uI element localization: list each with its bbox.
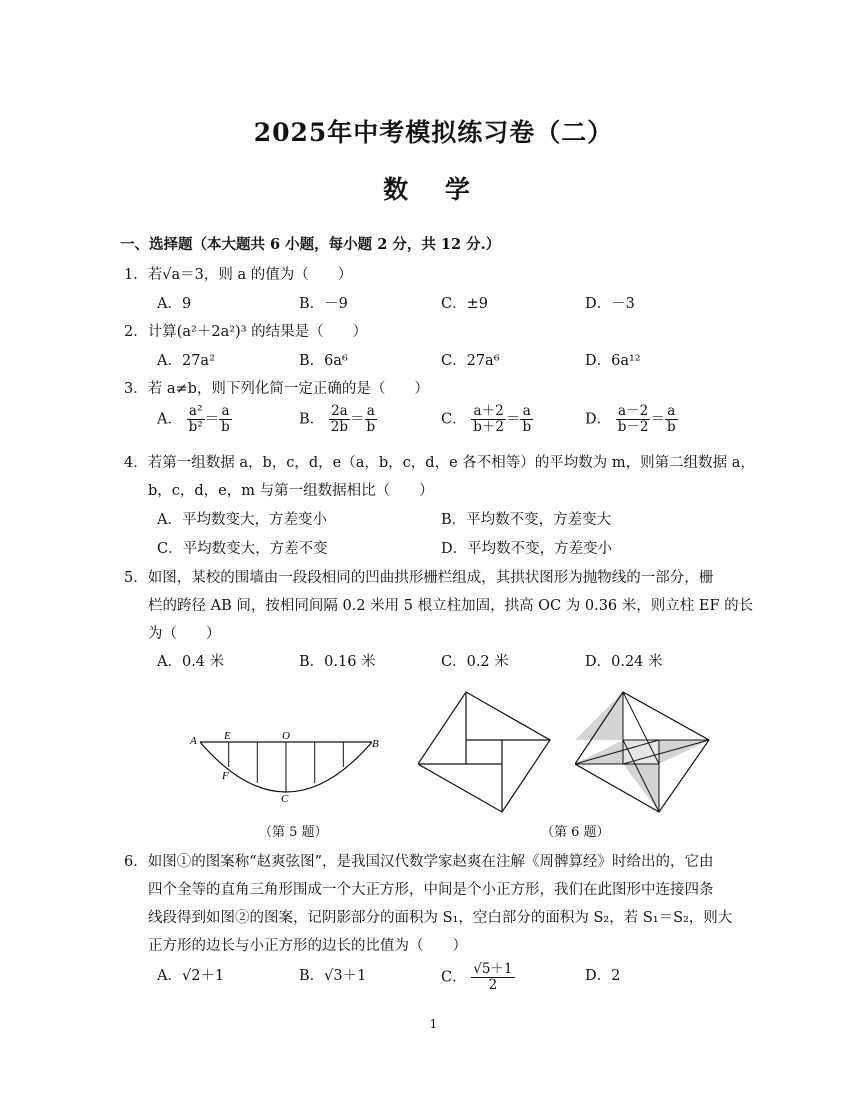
question-3 bbox=[124, 377, 429, 398]
q6-option-d: D．2 bbox=[585, 968, 621, 984]
question-number: 4． bbox=[124, 455, 148, 471]
question-stem-line: 为（ ） bbox=[148, 626, 221, 642]
numerator: 2a bbox=[329, 404, 350, 420]
option-label: C． bbox=[441, 411, 467, 428]
denominator: 2 bbox=[488, 977, 498, 993]
numerator: a－2 bbox=[616, 404, 651, 420]
q4-option-c: C．平均数变大，方差不变 bbox=[157, 541, 328, 557]
denominator: b bbox=[221, 419, 230, 435]
fraction-rhs bbox=[365, 404, 378, 435]
q4-option-b: B．平均数不变，方差变大 bbox=[441, 512, 612, 528]
denominator: b bbox=[366, 419, 376, 435]
figure-6-zhao-shuang-diagram bbox=[418, 690, 552, 814]
q2-option-b: B．6a⁶ bbox=[299, 353, 348, 369]
q2-option-d: D．6a¹² bbox=[585, 353, 641, 369]
option-label: C． bbox=[441, 969, 467, 986]
question-stem-line: 线段得到如图②的图案，记阴影部分的面积为 S₁，空白部分的面积为 S₂，若 S₁＝S₂，则大 bbox=[148, 910, 733, 926]
denominator: 2b bbox=[330, 419, 348, 435]
q3-option-b: B． $\frac{2a}{2b}$ ＝ $\frac{a}{b}$ bbox=[299, 403, 376, 435]
q1-option-d: D．－3 bbox=[585, 296, 635, 312]
q3-option-a: A． $\frac{\text{a²}}{\text{b²}}$ ＝ $\frac{a}{b}$ bbox=[157, 403, 230, 435]
question-stem-line: b，c，d，e，m 与第一组数据相比（ ） bbox=[148, 483, 434, 499]
shaded-triangle bbox=[575, 692, 623, 740]
label-f: F bbox=[222, 770, 229, 782]
denominator: b bbox=[522, 419, 532, 435]
q5-option-b: B．0.16 米 bbox=[299, 654, 376, 670]
question-2 bbox=[124, 320, 367, 341]
denominator: b bbox=[666, 419, 676, 435]
numerator: a² bbox=[187, 404, 205, 420]
question-stem-line: 四个全等的直角三角形围成一个大正方形，中间是个小正方形，我们在此图形中连接四条 bbox=[148, 882, 714, 898]
q1-option-c: C．±9 bbox=[441, 296, 488, 312]
q3-option-d: D． $\frac{a-2}{b-2}$ ＝ $\frac{a}{b}$ bbox=[585, 403, 676, 435]
q4-option-d: D．平均数不变，方差变小 bbox=[441, 541, 613, 557]
section-heading: 一、选择题（本大题共 6 小题，每小题 2 分，共 12 分.） bbox=[120, 236, 501, 253]
exam-title: 2025年中考模拟练习卷（二） bbox=[253, 118, 614, 147]
fraction-rhs bbox=[219, 404, 232, 435]
label-e: E bbox=[224, 730, 231, 742]
question-stem-line: 如图，某校的围墙由一段段相同的凹曲拱形栅栏组成，其拱状图形为抛物线的一部分，栅 bbox=[147, 570, 714, 586]
q6-option-a: A．√2＋1 bbox=[157, 968, 225, 984]
fraction-lhs bbox=[187, 404, 205, 435]
question-number: 1． bbox=[124, 267, 148, 283]
fraction-lhs bbox=[616, 404, 651, 435]
q4-option-a: A．平均数变大，方差变小 bbox=[157, 512, 327, 528]
question-stem: 计算(a²＋2a²)³ 的结果是（ ） bbox=[147, 324, 368, 340]
numerator: a＋2 bbox=[471, 404, 506, 420]
page-number: 1 bbox=[429, 1017, 438, 1031]
fraction-rhs bbox=[520, 404, 533, 435]
small-square bbox=[623, 740, 659, 764]
label-a: A bbox=[190, 735, 197, 747]
q5-option-d: D．0.24 米 bbox=[585, 654, 663, 670]
numerator: √5＋1 bbox=[473, 961, 513, 977]
question-number: 5． bbox=[124, 570, 148, 586]
q6-option-b: B．√3＋1 bbox=[299, 968, 367, 984]
figure-6-caption: （第 6 题） bbox=[541, 825, 610, 840]
q1-option-b: B．－9 bbox=[299, 296, 348, 312]
fraction-rhs bbox=[665, 404, 678, 435]
fraction-lhs bbox=[329, 404, 350, 435]
denominator: b－2 bbox=[617, 419, 649, 435]
figure-6-shaded-pattern bbox=[575, 690, 711, 814]
q2-option-a: A．27a² bbox=[157, 353, 215, 369]
numerator: a bbox=[219, 404, 232, 420]
option-label: A． bbox=[157, 411, 182, 428]
option-label: D． bbox=[585, 411, 612, 428]
label-b: B bbox=[372, 738, 379, 750]
q5-option-c: C．0.2 米 bbox=[441, 654, 509, 670]
numerator: a bbox=[520, 404, 533, 420]
question-stem: 若 a≠b，则下列化简一定正确的是（ ） bbox=[147, 381, 429, 397]
denominator: b² bbox=[188, 419, 203, 435]
question-number: 6． bbox=[124, 854, 148, 870]
question-stem-line: 若第一组数据 a，b，c，d，e（a，b，c，d，e 各不相等）的平均数为 m，则第二组数据 a， bbox=[147, 455, 755, 471]
shaded-triangle bbox=[623, 764, 659, 812]
question-4 bbox=[124, 451, 755, 472]
figure-5-arch bbox=[188, 728, 384, 804]
numerator: a bbox=[365, 404, 378, 420]
question-stem-line: 栏的跨径 AB 间，按相同间隔 0.2 米用 5 根立柱加固，拱高 OC 为 0.36 米，则立柱 EF 的长 bbox=[148, 598, 754, 614]
question-1 bbox=[124, 263, 352, 284]
q1-option-a: A．9 bbox=[157, 296, 192, 312]
fraction-lhs bbox=[471, 404, 506, 435]
question-5 bbox=[124, 566, 713, 587]
numerator: a bbox=[665, 404, 678, 420]
label-o: O bbox=[282, 730, 290, 742]
label-c: C bbox=[281, 793, 289, 804]
question-number: 2． bbox=[124, 324, 148, 340]
denominator: b＋2 bbox=[473, 419, 504, 435]
outer-square bbox=[418, 692, 550, 812]
question-stem-line: 如图①的图案称“赵爽弦图”，是我国汉代数学家赵爽在注解《周髀算经》时给出的，它由 bbox=[147, 854, 714, 870]
q6-option-c bbox=[441, 962, 515, 993]
question-number: 3． bbox=[124, 381, 148, 397]
subject-title: 数 学 bbox=[383, 175, 484, 204]
fraction bbox=[471, 962, 514, 993]
q5-option-a: A．0.4 米 bbox=[157, 654, 225, 670]
q2-option-c: C．27a⁶ bbox=[441, 353, 500, 369]
question-stem: 若√a＝3，则 a 的值为（ ） bbox=[147, 267, 353, 283]
question-stem-line: 正方形的边长与小正方形的边长的比值为（ ） bbox=[148, 938, 467, 954]
question-6 bbox=[124, 850, 714, 871]
q3-option-c: C． $\frac{a+2}{b+2}$ ＝ $\frac{a}{b}$ bbox=[441, 403, 532, 435]
option-label: B． bbox=[299, 411, 325, 428]
figure-5-caption: （第 5 题） bbox=[259, 825, 328, 840]
